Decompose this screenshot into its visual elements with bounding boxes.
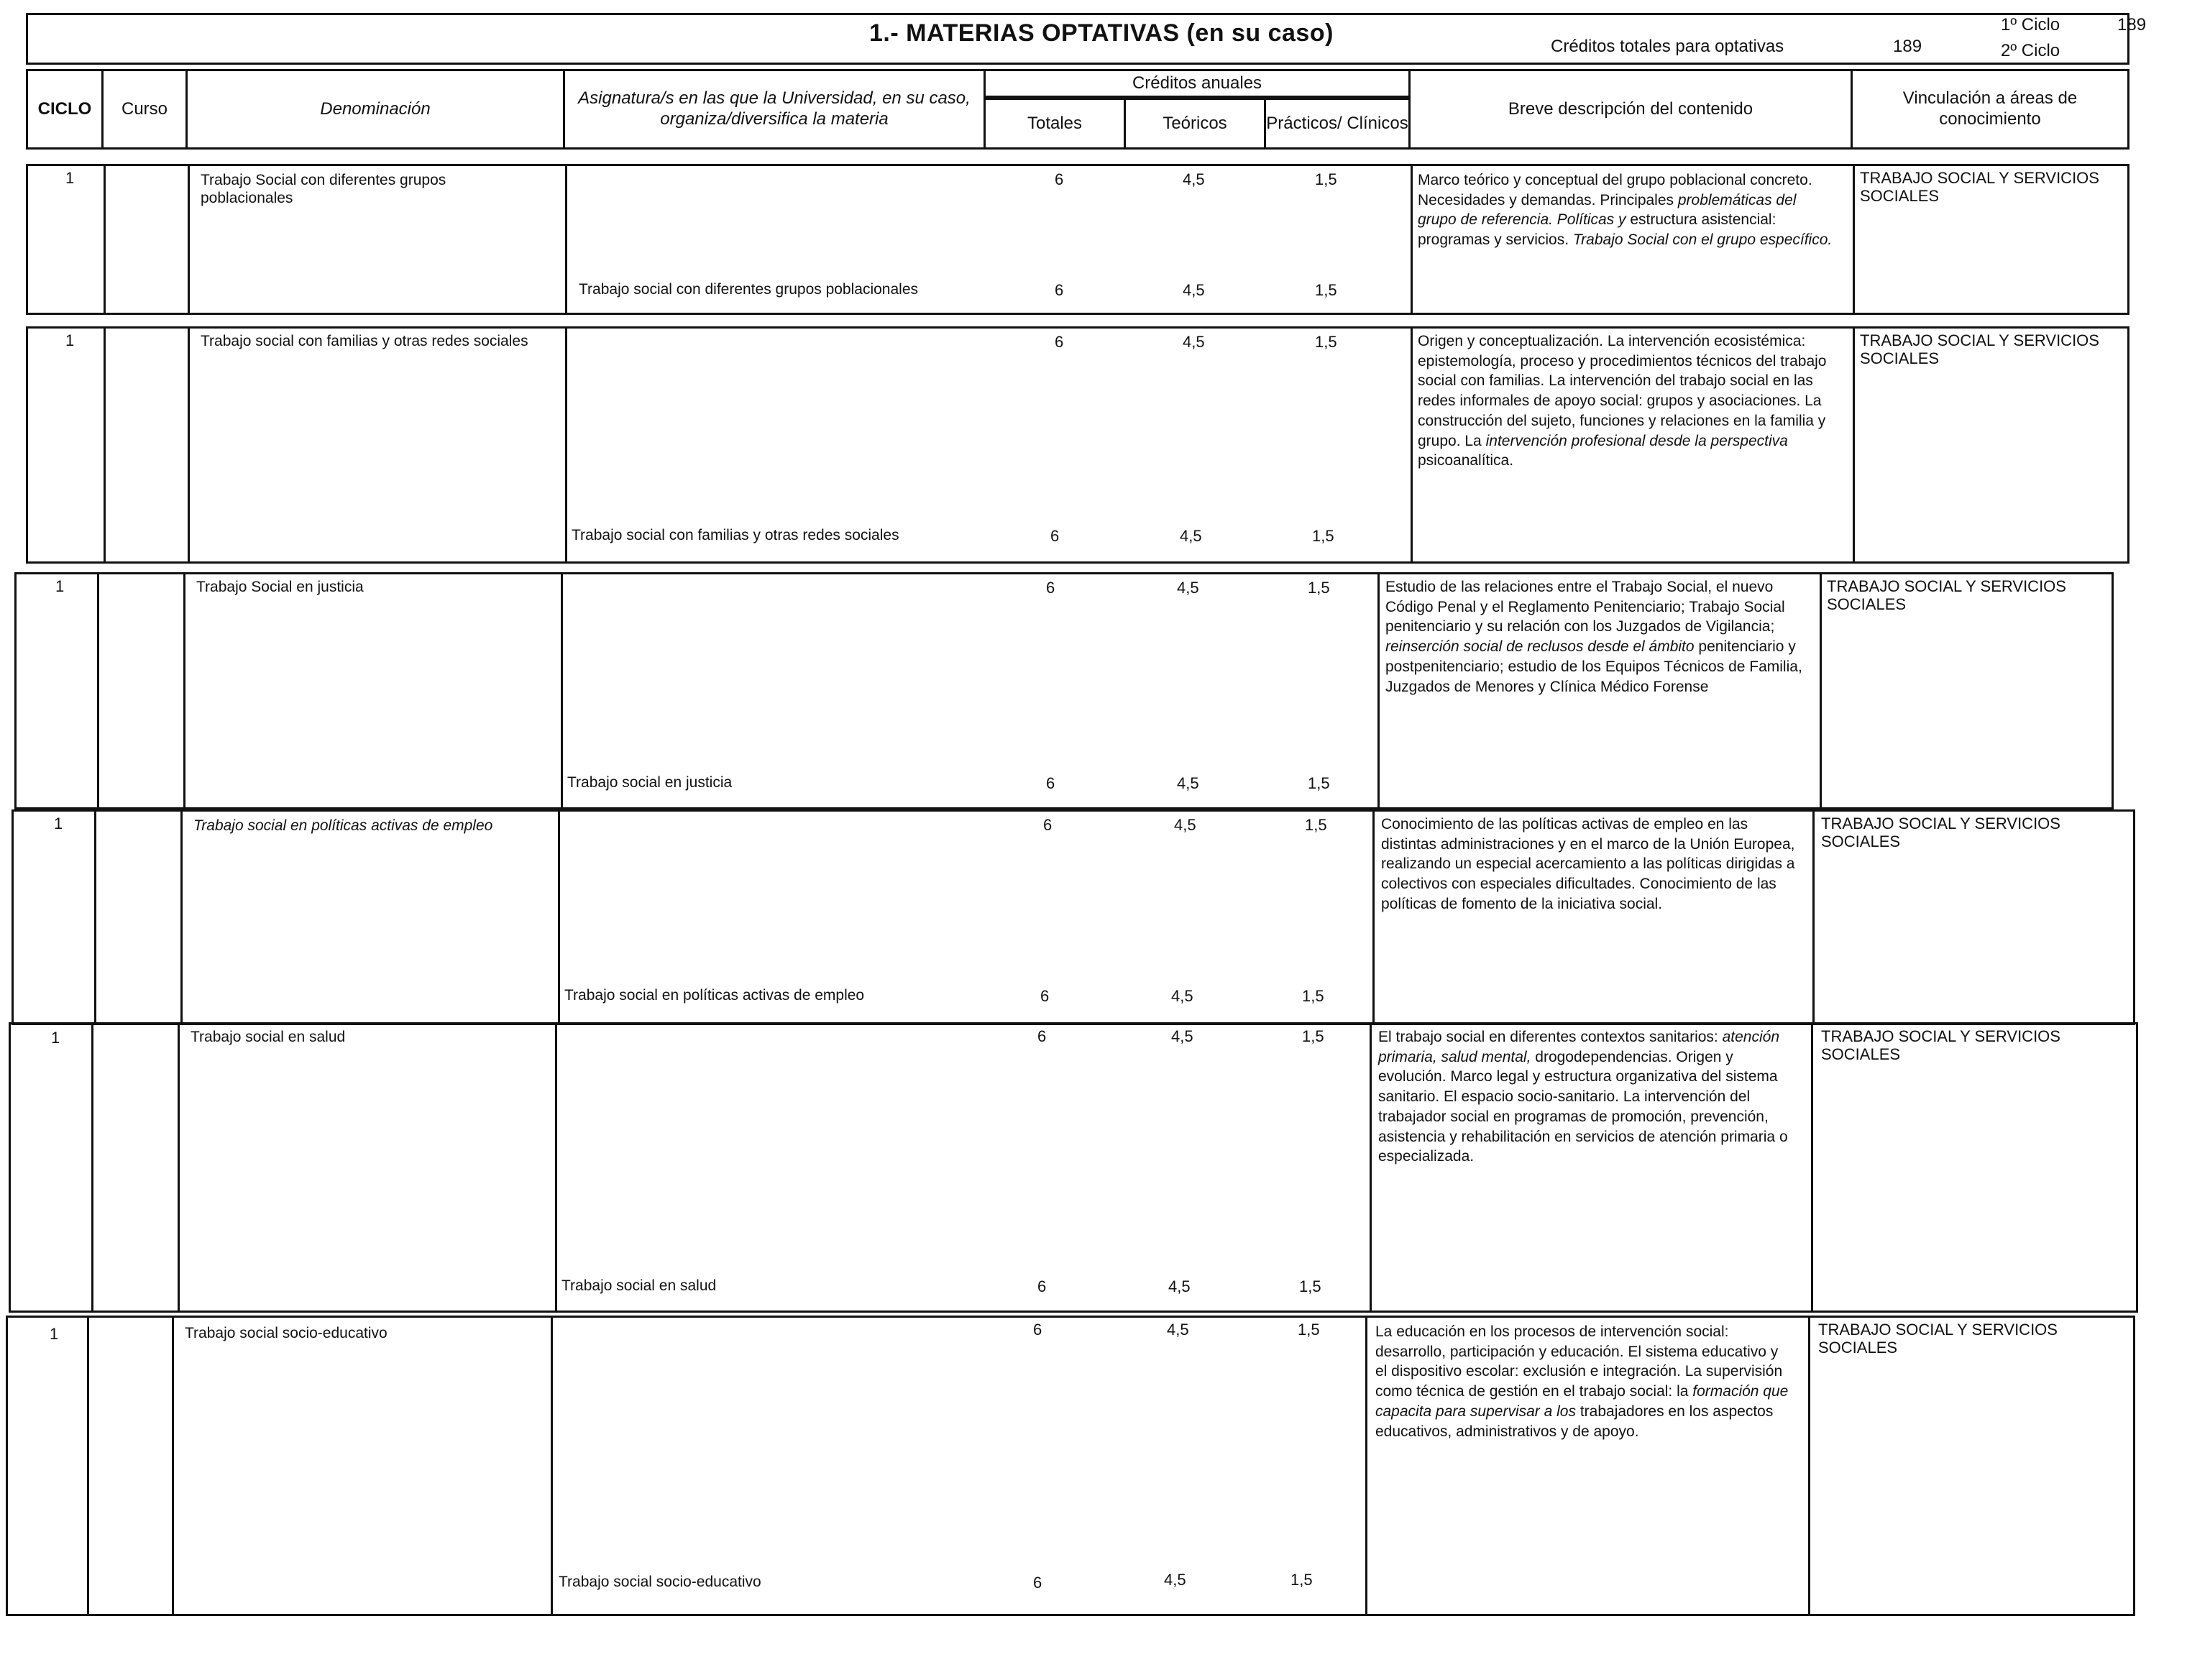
row-teoricos-sub: 4,5 [1171, 987, 1193, 1005]
row-denominacion: Trabajo Social con diferentes grupos poblacionales [201, 172, 446, 206]
row-area: TRABAJO SOCIAL Y SERVICIOS SOCIALES [1821, 814, 2060, 851]
col-teoricos: Teóricos [1124, 98, 1266, 150]
row-ciclo: 1 [65, 169, 75, 187]
creditos-label: Créditos totales para optativas [1551, 37, 1784, 56]
row-totales: 6 [1033, 1321, 1042, 1339]
row-practicos-sub: 1,5 [1312, 527, 1334, 545]
row-area: TRABAJO SOCIAL Y SERVICIOS SOCIALES [1818, 1321, 2058, 1357]
row-ciclo: 1 [55, 577, 65, 595]
row-teoricos: 4,5 [1177, 579, 1199, 597]
row-practicos-sub: 1,5 [1290, 1571, 1313, 1589]
row-teoricos-sub: 4,5 [1164, 1571, 1186, 1589]
table-row [26, 326, 2129, 564]
col-curso: Curso [101, 69, 188, 150]
row-teoricos: 4,5 [1167, 1321, 1189, 1339]
row-practicos-sub: 1,5 [1308, 774, 1330, 792]
row-asignatura: Trabajo social con familias y otras redes sociales [572, 527, 899, 543]
col-ciclo: CICLO [26, 69, 104, 150]
row-teoricos: 4,5 [1174, 816, 1196, 834]
row-totales: 6 [1037, 1027, 1047, 1045]
row-asignatura: Trabajo social en salud [561, 1277, 717, 1294]
row-descripcion: El trabajo social en diferentes contextos sanitarios: atención primaria, salud mental, drogodependencias. Origen y evolución. Marco legal y estructura organizativa del sistema sanitario. El espacio socio-sanitario. La intervención del trabajador social en programas de promoción, prevención, asistencia y rehabilitación en servicios de atención primaria o especializada. [1378, 1029, 1788, 1165]
table-row [12, 809, 2135, 1025]
row-practicos: 1,5 [1308, 579, 1330, 597]
table-row [6, 1316, 2135, 1616]
row-descripcion: Marco teórico y conceptual del grupo poblacional concreto. Necesidades y demandas. Principales problemáticas del grupo de referencia. Políticas y estructura asistencial: programas y servicios. Trabajo Social con el grupo específico. [1418, 172, 1833, 249]
row-area: TRABAJO SOCIAL Y SERVICIOS SOCIALES [1860, 169, 2099, 206]
row-descripcion: Origen y conceptualización. La intervención ecosistémica: epistemología, proceso y procedimientos técnicos del trabajo social con familias. La intervención del trabajo social en las redes informales de apoyo social: grupos y asociaciones. La construcción del sujeto, funciones y relaciones en la familia y grupo. La intervención profesional desde la perspectiva psicoanalítica. [1418, 333, 1827, 469]
row-totales: 6 [1055, 170, 1064, 188]
row-practicos: 1,5 [1298, 1321, 1320, 1339]
row-teoricos: 4,5 [1171, 1027, 1193, 1045]
row-area: TRABAJO SOCIAL Y SERVICIOS SOCIALES [1821, 1027, 2060, 1064]
row-ciclo: 1 [51, 1029, 60, 1047]
table-row [14, 572, 2114, 809]
col-denominacion: Denominación [185, 69, 565, 150]
row-descripcion: Conocimiento de las políticas activas de empleo en las distintas administraciones y en el marco de la Unión Europea, realizando un especial acercamiento a las políticas dirigidas a colectivos con especiales dificultades. Conocimiento de las políticas de fomento de la iniciativa social. [1381, 816, 1795, 912]
row-practicos-sub: 1,5 [1299, 1277, 1321, 1295]
row-asignatura: Trabajo social con diferentes grupos poblacionales [579, 281, 919, 298]
row-totales-sub: 6 [1040, 987, 1050, 1005]
col-vinculacion: Vinculación a áreas de conocimiento [1851, 69, 2129, 150]
row-practicos: 1,5 [1305, 816, 1327, 834]
col-descripcion: Breve descripción del contenido [1408, 69, 1853, 150]
row-descripcion: Estudio de las relaciones entre el Trabajo Social, el nuevo Código Penal y el Reglamento Penitenciario; Trabajo Social penitenciario y su relación con los Juzgados de Vigilancia; reinserción social de reclusos desde el ámbito penitenciario y postpenitenciario; estudio de los Equipos Técnicos de Familia, Juzgados de Menores y Clínica Médico Forense [1385, 579, 1802, 695]
row-asignatura: Trabajo social en justicia [567, 774, 733, 791]
row-denominacion: Trabajo Social en justicia [196, 579, 364, 595]
ciclo1-value: 189 [2117, 15, 2147, 35]
row-totales-sub: 6 [1050, 527, 1060, 545]
row-teoricos: 4,5 [1183, 170, 1205, 188]
row-denominacion: Trabajo social socio-educativo [185, 1325, 388, 1341]
row-descripcion: La educación en los procesos de intervención social: desarrollo, participación y educación. El sistema educativo y el dispositivo escolar: exclusión e integración. La supervisión como técnica de gestión en el trabajo social: la formación que capacita para supervisar a los trabajadores en los aspectos educativos, administrativos y de apoyo. [1375, 1323, 1789, 1440]
row-practicos: 1,5 [1315, 170, 1337, 188]
row-practicos-sub: 1,5 [1302, 987, 1324, 1005]
row-ciclo: 1 [54, 814, 63, 832]
row-practicos: 1,5 [1302, 1027, 1324, 1045]
row-practicos-sub: 1,5 [1315, 281, 1337, 299]
row-teoricos-sub: 4,5 [1180, 527, 1202, 545]
row-practicos: 1,5 [1315, 333, 1337, 351]
row-area: TRABAJO SOCIAL Y SERVICIOS SOCIALES [1827, 577, 2066, 614]
row-asignatura: Trabajo social socio-educativo [559, 1574, 761, 1590]
ciclo2-label: 2º Ciclo [2001, 41, 2060, 60]
col-totales: Totales [984, 98, 1126, 150]
row-totales-sub: 6 [1037, 1277, 1047, 1295]
row-teoricos-sub: 4,5 [1183, 281, 1205, 299]
row-teoricos: 4,5 [1183, 333, 1205, 351]
column-headers [26, 69, 2129, 150]
row-denominacion: Trabajo social con familias y otras redes sociales [201, 333, 528, 349]
col-practicos: Prácticos/ Clínicos [1264, 98, 1411, 150]
col-asignatura: Asignatura/s en las que la Universidad, en su caso, organiza/diversifica la materia [563, 69, 986, 150]
row-totales-sub: 6 [1033, 1574, 1042, 1592]
table-row [9, 1022, 2138, 1313]
creditos-value: 189 [1893, 37, 1922, 56]
row-totales: 6 [1055, 333, 1064, 351]
col-creditos: Créditos anuales [984, 69, 1411, 98]
row-teoricos-sub: 4,5 [1168, 1277, 1191, 1295]
row-totales: 6 [1046, 579, 1055, 597]
row-area: TRABAJO SOCIAL Y SERVICIOS SOCIALES [1860, 331, 2099, 368]
row-teoricos-sub: 4,5 [1177, 774, 1199, 792]
row-denominacion: Trabajo social en salud [191, 1029, 346, 1045]
row-ciclo: 1 [65, 331, 75, 349]
row-denominacion: Trabajo social en políticas activas de empleo [193, 817, 493, 834]
row-totales-sub: 6 [1055, 281, 1064, 299]
ciclo1-label: 1º Ciclo [2001, 15, 2060, 35]
row-asignatura: Trabajo social en políticas activas de empleo [564, 987, 865, 1004]
row-totales: 6 [1043, 816, 1053, 834]
row-totales-sub: 6 [1046, 774, 1055, 792]
table-row [26, 164, 2129, 315]
document-header [26, 13, 2147, 65]
page-title: 1.- MATERIAS OPTATIVAS (en su caso) [869, 19, 1334, 47]
row-ciclo: 1 [50, 1325, 59, 1343]
